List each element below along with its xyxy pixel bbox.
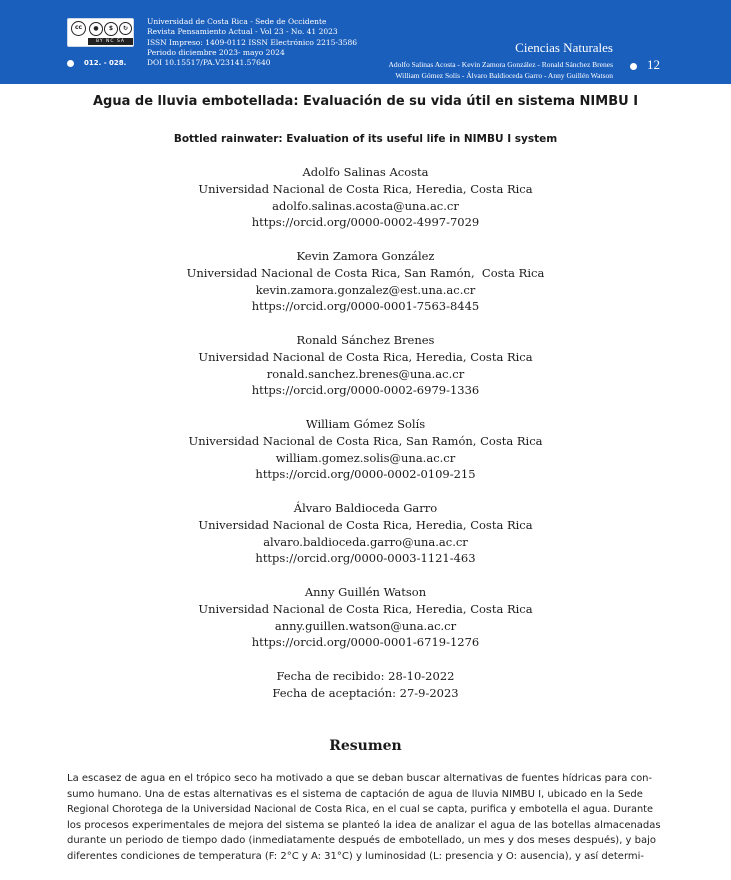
author-block [0,248,731,315]
author-email[interactable]: ronald.sanchez.brenes@una.ac.cr [266,366,465,381]
bullet-icon [67,60,74,67]
author-affiliation: Universidad Nacional de Costa Rica, Heredia, Costa Rica [198,601,533,616]
license-tags: BY NC SA [88,38,133,45]
author-block [0,416,731,483]
author-name: Adolfo Salinas Acosta [302,165,429,179]
author-email[interactable]: kevin.zamora.gonzalez@est.una.ac.cr [255,282,476,297]
abstract-line: sumo humano. Una de estas alternativas es el sistema de captación de agua de lluvia NIMBU I, ubicado en la Sede [67,788,643,800]
article-subtitle: Bottled rainwater: Evaluation of its useful life in NIMBU I system [173,133,558,145]
author-block [0,332,731,399]
page-range [67,59,126,67]
author-block [0,164,731,231]
section-name: Ciencias Naturales [515,40,613,55]
received-date: Fecha de recibido: 28-10-2022 [276,669,455,683]
page-range-text: 012. - 028. [84,59,127,67]
author-affiliation: Universidad Nacional de Costa Rica, Heredia, Costa Rica [198,349,533,364]
person-icon: ● [89,22,103,36]
header-authors [388,59,613,81]
page-number-text: 12 [647,57,660,72]
author-name: William Gómez Solís [305,417,426,431]
author-email[interactable]: alvaro.baldioceda.garro@una.ac.cr [263,534,468,549]
author-affiliation: Universidad Nacional de Costa Rica, San Ramón, Costa Rica [186,265,545,280]
abstract-line: diferentes condiciones de temperatura (F: 2°C y A: 31°C) y luminosidad (L: presencia y O: ausencia), y así determi- [67,850,645,862]
author-orcid[interactable]: https://orcid.org/0000-0003-1121-463 [255,551,476,566]
doi-link[interactable]: DOI 10.15517/PA.V23141.57640 [147,58,271,68]
author-email[interactable]: anny.guillen.watson@una.ac.cr [274,618,457,633]
page-number [630,57,660,73]
journal-meta [147,17,357,68]
abstract-line: los procesos experimentales de mejora del sistema se planteó la idea de analizar el agua de las botellas almacenadas [67,819,661,831]
author-orcid[interactable]: https://orcid.org/0000-0002-4997-7029 [251,215,480,230]
cc-icon: cc [71,21,86,36]
author-email[interactable]: adolfo.salinas.acosta@una.ac.cr [272,198,459,213]
header-authors-line: Adolfo Salinas Acosta - Kevin Zamora González - Ronald Sánchez Brenes [388,60,613,69]
author-block [0,584,731,651]
author-orcid[interactable]: https://orcid.org/0000-0002-6979-1336 [251,383,480,398]
bullet-icon [630,63,637,70]
abstract-heading: Resumen [329,738,402,754]
author-name: Kevin Zamora González [296,249,435,263]
abstract-line: Regional Chorotega de la Universidad Nacional de Costa Rica, en el cual se capta, purifica y embotella el agua. Durante [67,804,653,815]
author-affiliation: Universidad Nacional de Costa Rica, San Ramón, Costa Rica [188,433,543,448]
journal-header [0,0,731,84]
author-name: Álvaro Baldioceda Garro [293,501,438,515]
meta-line: Periodo diciembre 2023- mayo 2024 [147,47,285,57]
author-orcid[interactable]: https://orcid.org/0000-0002-0109-215 [255,467,476,482]
meta-line: Universidad de Costa Rica - Sede de Occidente [147,17,327,26]
header-authors-line: William Gómez Solís - Álvaro Baldioceda Garro - Anny Guillén Watson [395,71,613,80]
meta-line: Revista Pensamiento Actual - Vol 23 - No. 41 2023 [147,27,338,37]
author-email[interactable]: william.gomez.solis@una.ac.cr [275,450,456,465]
accepted-date: Fecha de aceptación: 27-9-2023 [272,685,459,700]
author-name: Anny Guillén Watson [304,585,427,599]
author-orcid[interactable]: https://orcid.org/0000-0001-6719-1276 [251,635,480,650]
abstract-line: La escasez de agua en el trópico seco ha motivado a que se deban buscar alternativas de fuentes hídricas para con- [67,773,653,784]
no-money-icon: $ [104,22,118,36]
author-orcid[interactable]: https://orcid.org/0000-0001-7563-8445 [251,299,480,314]
share-alike-icon: ↻ [119,22,132,35]
submission-dates [0,668,731,702]
abstract-text [67,771,665,864]
article-title: Agua de lluvia embotellada: Evaluación de su vida útil en sistema NIMBU I [92,94,639,109]
author-affiliation: Universidad Nacional de Costa Rica, Heredia, Costa Rica [198,517,533,532]
creative-commons-license-logo[interactable] [67,18,134,47]
author-name: Ronald Sánchez Brenes [296,333,435,347]
author-affiliation: Universidad Nacional de Costa Rica, Heredia, Costa Rica [198,181,533,196]
abstract-line: durante un periodo de tiempo dado (inmediatamente después de embotellado, un mes y dos meses después), y bajo [67,835,657,846]
meta-line: ISSN Impreso: 1409-0112 ISSN Electrónico 2215-3586 [147,37,358,47]
author-block [0,500,731,567]
